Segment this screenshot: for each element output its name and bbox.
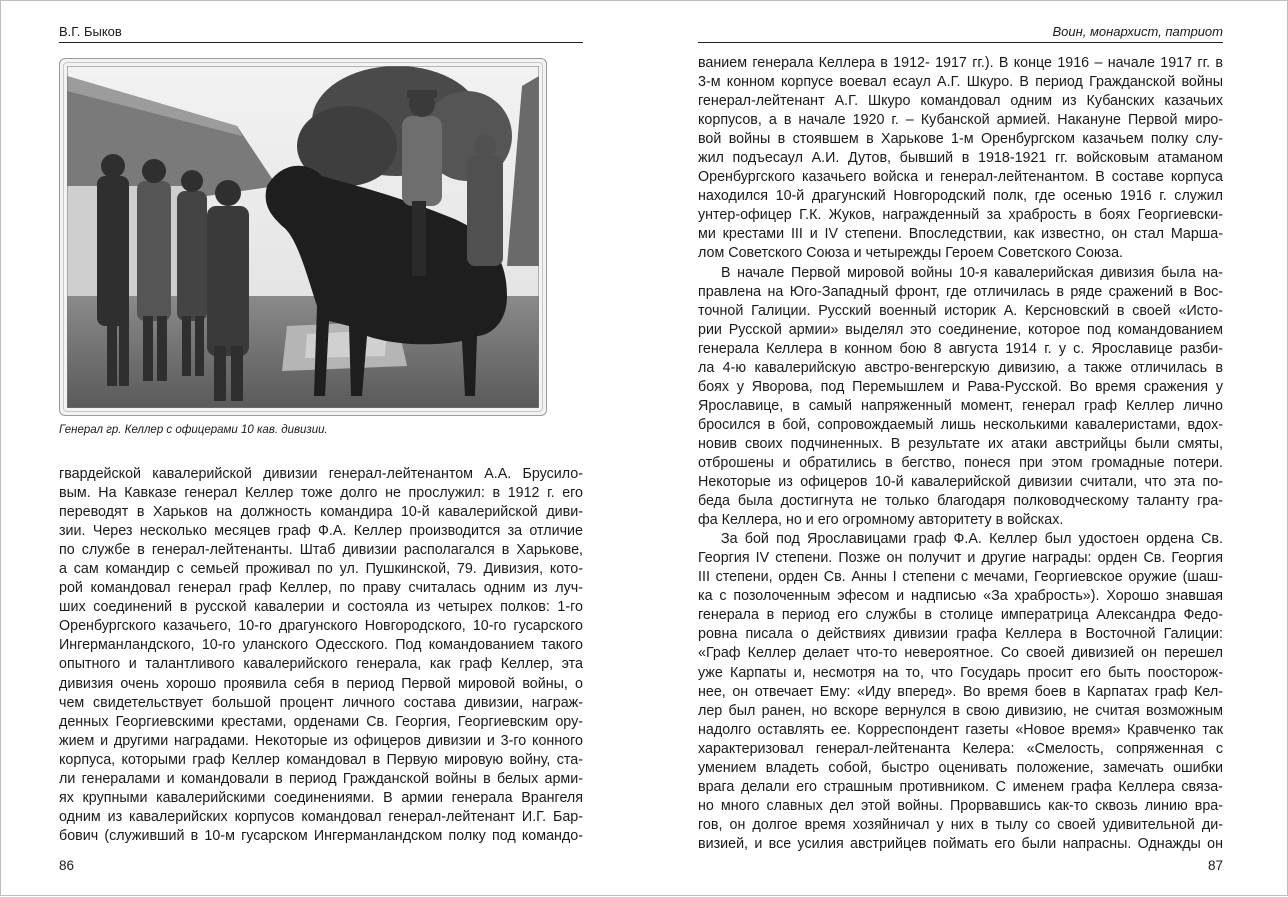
text-line: по службе в генерал-лейтенанты. Штаб дивизии располагался в Харькове, (59, 542, 583, 559)
text-line: унтер-офицер Г.К. Жуков, награжденный за храбрость в боях Георгиевски- (698, 207, 1223, 224)
text-line: отброшены и обратились в бегство, понеся при этом громадные потери. (698, 454, 1223, 471)
text-line: гов, он долгое время хозяйничал у них в тылу со своей удивительной ди- (698, 816, 1223, 833)
text-line: а сам командир с семьей проживал по ул. Пушкинской, 79. Дивизия, кото- (59, 561, 583, 578)
text-line: III степени, орден Св. Анны I степени с мечами, Георгиевское оружие (шаш- (698, 569, 1223, 586)
text-line: ванием генерала Келлера в 1912- 1917 гг.). В конце 1916 – начале 1917 гг. в (698, 55, 1223, 71)
text-line: 3-м конном корпусе воевал есаул А.Г. Шкуро. В период Гражданской войны (698, 74, 1223, 91)
text-line: переводят в Харьков на должность командира 10-й кавалерийской диви- (59, 504, 583, 521)
text-line: новив своих подчиненных. В результате их атаки австрийцы были смяты, (698, 435, 1223, 452)
text-line: лом Советского Союза и четырежды Героем Советского Союза. (698, 245, 1124, 262)
text-line: ях крупными кавалерийскими соединениями. В армии генерала Врангеля (59, 789, 583, 806)
body-text-left (59, 465, 583, 846)
text-line: ровна писала о действиях дивизии графа Келлера в Восточной Галиции: (698, 626, 1223, 643)
text-line: фа Келлера, но и его огромному авторитету в войсках. (698, 512, 1064, 529)
text-line: бович (служивший в 10-м гусарском Ингерманландском полку под командо- (59, 827, 583, 844)
text-line: ших соединений в русской кавалерии и состояла из четырех полков: 1-го (59, 599, 583, 616)
photo-frame (59, 58, 547, 416)
text-line: корпуса, которыми граф Келлер командовал в Первую мировую войну, ста- (59, 751, 583, 768)
text-line: боях у Яворова, под Перемышлем и Рава-Русской. Во время сражения у (698, 378, 1223, 395)
text-line: генерала в период его службы в столице императрица Александра Федо- (698, 607, 1223, 624)
text-line: В начале Первой мировой войны 10-я кавалерийская дивизия была на- (721, 264, 1223, 281)
page-number-right: 87 (1207, 858, 1223, 873)
text-line: находился 10-й драгунский Новгородский полк, где осенью 1916 г. служил (698, 188, 1223, 205)
text-line: корпусов, а в начале 1920 г. – Кубанской армией. Накануне Первой миро- (698, 112, 1223, 129)
text-line: врага делали его страшным противником. С именем графа Келлера связа- (698, 778, 1223, 795)
text-line: гвардейской кавалерийской дивизии генерал-лейтенантом А.А. Брусило- (59, 466, 583, 482)
text-line: За бой под Ярославицами граф Ф.А. Келлер был удостоен ордена Св. (721, 531, 1223, 548)
text-line: точной Галиции. Русский военный историк А. Керсновский в своей «Исто- (698, 302, 1223, 319)
text-line: Оренбургского казачьего, 10-го драгунского Новгородского, 10-го гусарского (59, 618, 583, 635)
historical-photo (67, 66, 539, 408)
text-line: уже Карпаты и, несмотря на то, что Государь просит его быть поосторож- (698, 664, 1223, 681)
body-text-right (698, 54, 1223, 854)
text-line: бросился в бой, сопровождаемый лишь несколькими кавалеристами, вдох- (698, 416, 1223, 433)
text-line: правлена на Юго-Западный фронт, где отличилась в ряде сражений в Вос- (698, 283, 1223, 300)
text-line: генерал-лейтенант А.Г. Шкуро командовал одним из Кубанских казачьих (698, 93, 1223, 110)
running-head-title: Воин, монархист, патриот (1052, 24, 1223, 39)
text-line: Некоторые из офицеров 10-й кавалерийской дивизии считали, что эта по- (698, 474, 1223, 491)
text-line: визией, и все усилия австрийцев поймать его были напрасны. Однажды он (698, 835, 1223, 852)
text-line: Оренбургского казачьего войска и генерал-лейтенантом. В составе корпуса (698, 169, 1223, 186)
text-line: опытного и талантливого кавалерийского генерала, как граф Келлер, эта (59, 656, 583, 673)
text-line: беда была достигнута не только благодаря полководческому таланту гра- (698, 493, 1223, 510)
text-line: характеризовал генерал-лейтенанта Келера: «Смелость, сопряженная с (698, 740, 1223, 757)
text-line: вым. На Кавказе генерал Келлер тоже долго не прослужил: в 1912 г. его (59, 485, 583, 502)
text-line: «Граф Келлер делает что-то невероятное. Со своей дивизией он перешел (698, 645, 1223, 662)
left-page (1, 1, 645, 897)
running-head-author: В.Г. Быков (59, 24, 122, 39)
text-line: умением владеть собой, быстро оценивать положение, замечать ошибки (698, 759, 1223, 776)
right-page (645, 1, 1288, 897)
text-line: надолго оставлять ее. Корреспондент газеты «Новое время» Кравченко так (698, 721, 1223, 738)
text-line: генерала Келлера в конном бою 8 августа 1914 г. у с. Ярославице разби- (698, 340, 1223, 357)
text-line: Георгия IV степени. Позже он получит и другие награды: орден Св. Георгия (698, 550, 1223, 567)
text-line: одним из кавалерийских корпусов командовал генерал-лейтенант И.Г. Бар- (59, 808, 583, 825)
text-line: лер был ранен, но вскоре вернулся в свою дивизию, не считая возможным (698, 702, 1223, 719)
text-line: Ингерманландского, 10-го уланского Одесского. Под командованием такого (59, 637, 583, 654)
text-line: ла 4-ю кавалерийскую австро-венгерскую дивизию, а также отличилась в (698, 359, 1223, 376)
text-line: ми крестами III и IV степени. Впоследствии, как известно, он стал Марша- (698, 226, 1223, 243)
text-line: Ярославице, в самый напряженный момент, генерал граф Келлер лично (698, 397, 1223, 414)
text-line: зии. Через несколько месяцев граф Ф.А. Келлер производится за отличие (59, 523, 583, 540)
page-number-left: 86 (59, 858, 75, 873)
text-line: жил подъесаул А.И. Дутов, бывший в 1918-1921 гг. войсковым атаманом (698, 150, 1223, 167)
text-line: ка с позолоченным эфесом и надписью «За храбрость»). Хорошо знавшая (698, 588, 1223, 605)
text-line: дивизия очень хорошо проявила себя в период Первой мировой войны, о (59, 675, 583, 692)
text-line: нее, он отвечает Ему: «Иду вперед». Во время боев в Карпатах граф Кел- (698, 683, 1223, 700)
text-line: но много славных дел этой войны. Прорвавшись как-то сквозь линию вра- (698, 797, 1223, 814)
text-line: ли генералами и командовали в период Гражданской войны в белых арми- (59, 770, 583, 787)
photo-caption: Генерал гр. Келлер с офицерами 10 кав. дивизии. (59, 424, 328, 436)
header-rule (59, 42, 583, 43)
text-line: жием и другими наградами. Некоторые из офицеров дивизии и 3-го конного (59, 732, 583, 749)
text-line: денных Георгиевскими крестами, орденами Св. Георгия, Георгиевским ору- (59, 713, 583, 730)
text-line: вой войны в стоявшем в Харькове 1-м Оренбургском казачьем полку слу- (698, 131, 1223, 148)
text-line: рой командовал генерал граф Келлер, по праву считалась одним из луч- (59, 580, 583, 597)
text-line: рии Русской армии» выделял это соединение, которое под командованием (698, 321, 1223, 338)
header-rule (698, 42, 1223, 43)
text-line: чем свидетельствует большой процент личного состава дивизии, награж- (59, 694, 583, 711)
